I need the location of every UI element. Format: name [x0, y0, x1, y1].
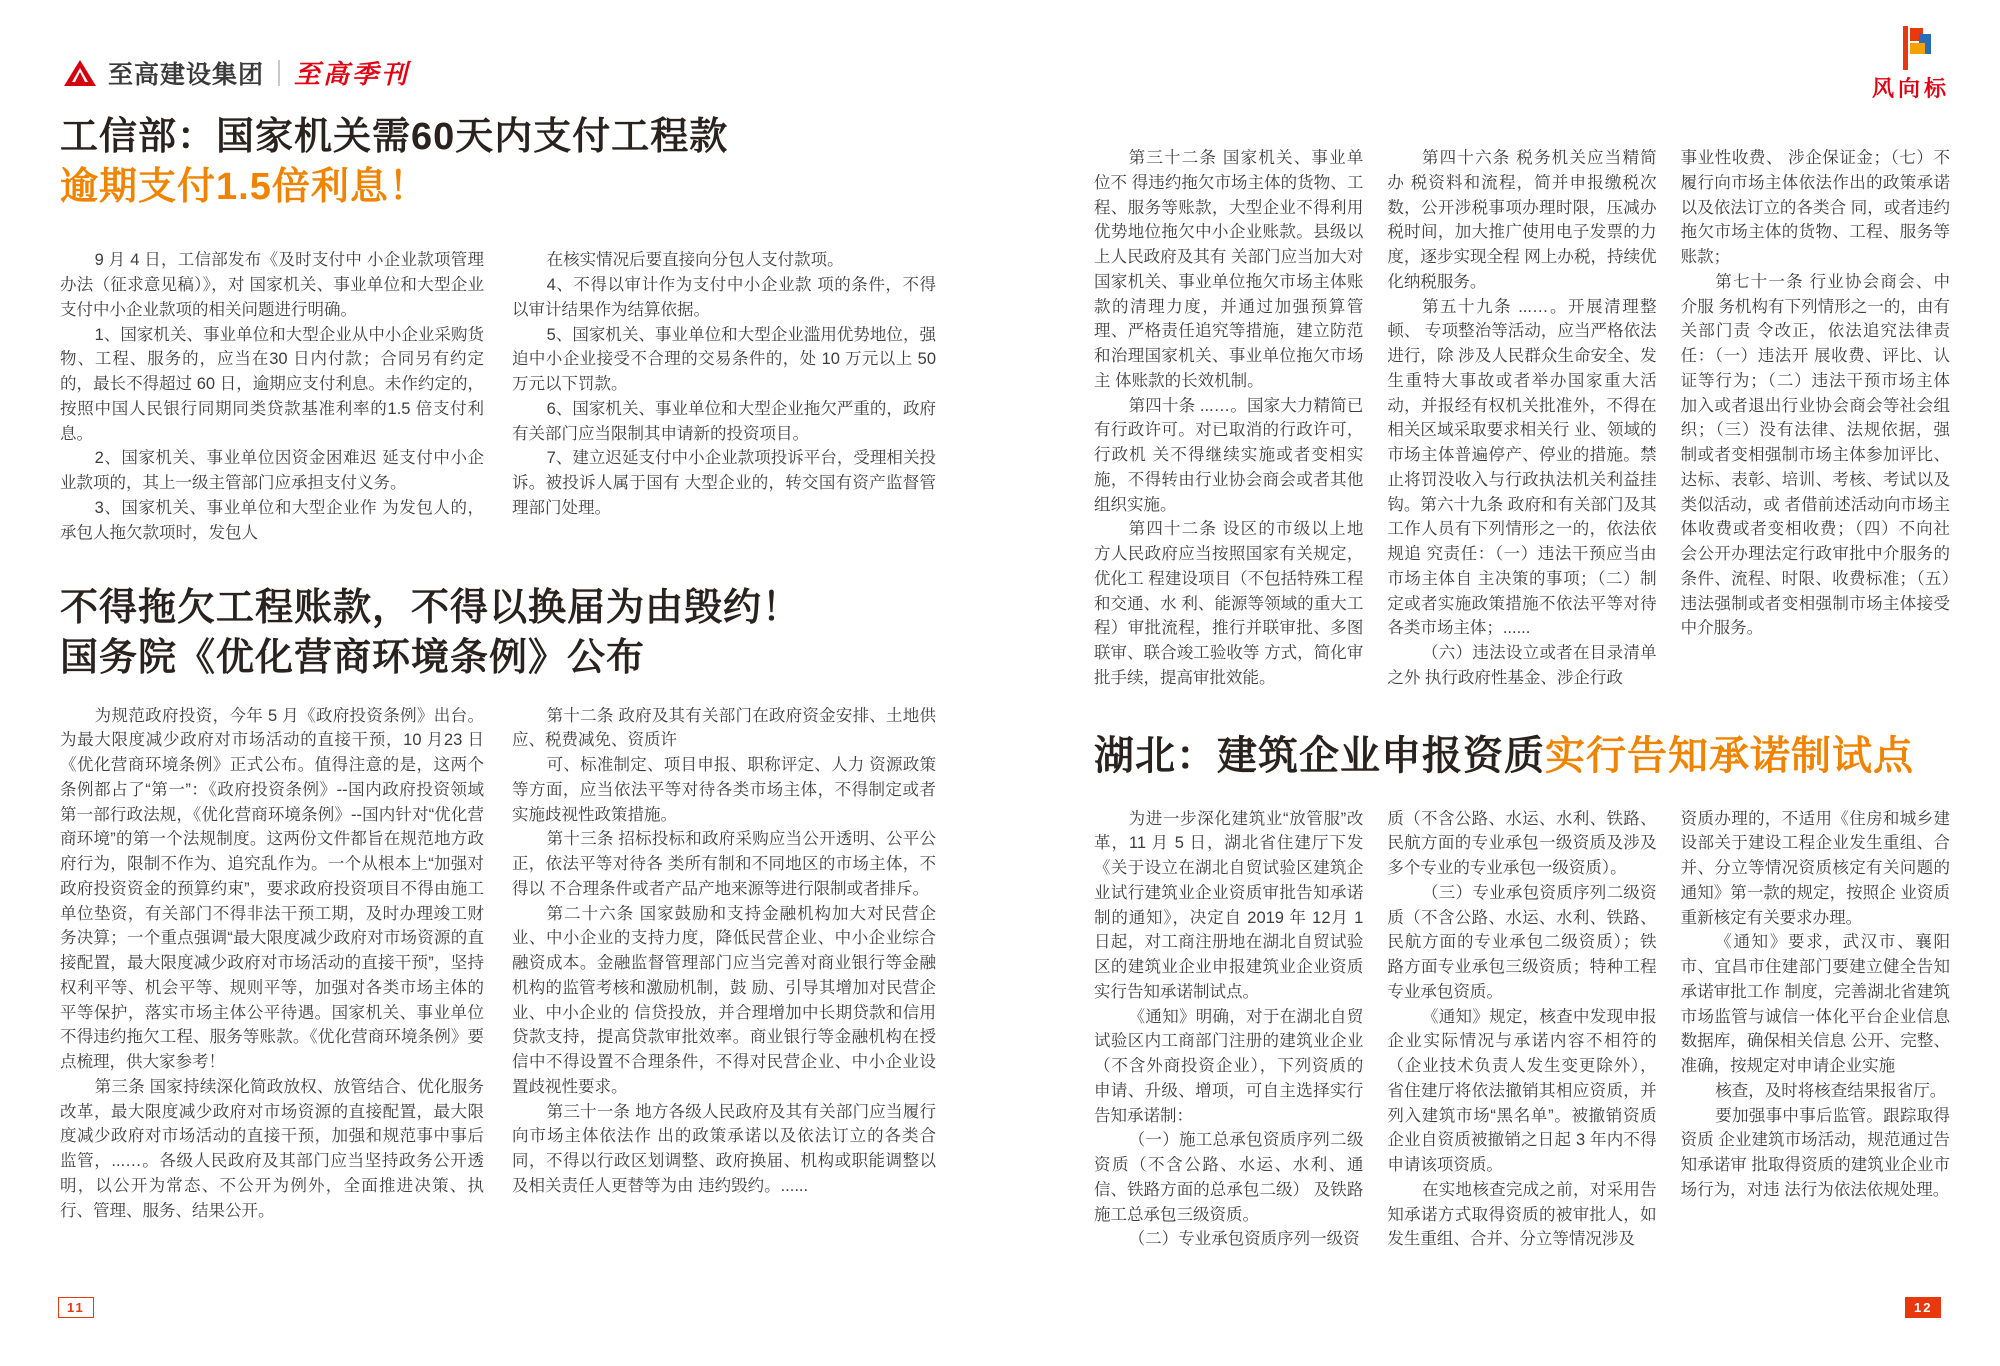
paragraph: 可、标准制定、项目申报、职称评定、人力 资源政策等方面，应当依法平等对待各类市场主体，不得制定或者实施歧视性政策措施。 [512, 756, 936, 824]
paragraph: 第三条 国家持续深化简政放权、放管结合、优化服务改革，最大限度减少政府对市场资源的直接配置，最大限度减少政府对市场活动的直接干预，加强和规范事中事后监管，...…。各级人民政府及其部门应当坚持政务公开透明，以公开为常态、不公开为例外，全面推进决策、执行、管理、服务、结果公开。 [60, 1077, 484, 1220]
paragraph: 1、国家机关、事业单位和大型企业从中小企业采购货物、工程、服务的，应当在30 日内付款；合同另有约定的，最长不得超过 60 日，逾期应支付利息。未作约定的，按照中国人民银行同期同类贷款基准利率的1.5 倍支付利息。 [60, 325, 484, 443]
paragraph: 第三十二条 国家机关、事业单位不 得违约拖欠市场主体的货物、工程、服务等账款，大型企业不得利用优势地位拖欠中小企业账款。县级以上人民政府及其有 关部门应当加大对国家机关、事业单位拖欠市场主体账款的清理力度，并通过加强预算管理、严格责任追究等措施，建立防范和治理国家机关、事业单位拖欠市场主 体账款的长效机制。 [1094, 149, 1364, 390]
paragraph: 为规范政府投资，今年 5 月《政府投资条例》出台。为最大限度减少政府对市场活动的直接干预，10 月23 日《优化营商环境条例》正式公布。值得注意的是，这两个条例都占了“第一”：《政府投资条例》--国内政府投资领域第一部行政法规，《优化营商环境条例》--国内针对“优化营商环境”的第一个法规制度。这两份文件都旨在规范地方政府行为，限制不作为、追究乱作为。一个从根本上“加强对政府投资资金的预算约束”，要求政府投资项目不得由施工单位垫资，有关部门不得非法干预工期，及时办理竣工财务决算；一个重点强调“最大限度减少政府对市场资源的直接配置，最大限度减少政府对市场活动的直接干预”，坚持权利平等、机会平等、规则平等，加强对各类市场主体的平等保护，落实市场主体公平待遇。国家机关、事业单位不得违约拖欠工程、服务等账款。《优化营商环境条例》要点梳理，供大家参考！ [60, 706, 484, 1072]
paragraph: 3、国家机关、事业单位和大型企业作 为发包人的，承包人拖欠款项时，发包人 [60, 498, 484, 542]
text-column [1681, 807, 1950, 1253]
article-continuation [1094, 146, 1950, 691]
paragraph: 第十三条 招标投标和政府采购应当公开透明、公平公正，依法平等对待各 类所有制和不同地区的市场主体，不得以 不合理条件或者产品产地来源等进行限制或者排斥。 [512, 830, 936, 898]
paragraph: 在实地核查完成之前，对采用告知承诺方式取得资质的被审批人，如发生重组、合并、分立等情况涉及 [1387, 1180, 1657, 1249]
article-title [1094, 731, 1950, 781]
text-column [512, 248, 936, 545]
publisher-name: 至高建设集团 [108, 60, 265, 89]
paragraph: 《通知》规定，核查中发现申报企业实际情况与承诺内容不相符的（企业技术负责人发生变更除外），省住建厅将依法撤销其相应资质，并列入建筑市场“黑名单”。被撤销资质企业自资质被撤销之日起 3 年内不得申请该项资质。 [1387, 1007, 1657, 1174]
section-badge [1868, 26, 1954, 103]
paragraph: 6、国家机关、事业单位和大型企业拖欠严重的，政府有关部门应当限制其申请新的投资项目。 [512, 399, 936, 443]
paragraph: 为进一步深化建筑业“放管服”改革，11 月 5 日，湖北省住建厅下发《关于设立在湖北自贸试验区建筑企业试行建筑业企业资质审批告知承诺制的通知》，决定自 2019 年 12月 1 日起，对工商注册地在湖北自贸试验区的建筑业企业申报建筑业企业资质实行告知承诺制试点。 [1094, 809, 1364, 1001]
paragraph: 7、建立迟延支付中小企业款项投诉平台，受理相关投诉。被投诉人属于国有 大型企业的，转交国有资产监督管理部门处理。 [512, 449, 936, 517]
article-payment-60days [60, 112, 936, 545]
paragraph: （二）专业承包资质序列一级资 [1128, 1230, 1360, 1249]
paragraph: 《通知》要求，武汉市、襄阳市、宜昌市住建部门要建立健全告知承诺审批工作 制度，完善湖北省建筑市场监管与诚信一体化平台企业信息数据库，确保相关信息 公开、完整、准确，按规定对申请企业实施 [1680, 933, 1950, 1075]
text-column [1681, 146, 1950, 691]
paragraph: 第七十一条 行业协会商会、中介服 务机构有下列情形之一的，由有关部门责 令改正，依法追究法律责任：（一）违法开 展收费、评比、认证等行为；（二）违法干预市场主体加入或者退出行业协会商会等社会组织；（三）没有法律、法规依据，强制或者变相强制市场主体参加评比、达标、表彰、培训、考核、考试以及类似活动，或 者借前述活动向市场主体收费或者变相收费；（四）不向社会公开办理法定行政审批中介服务的条件、流程、时限、收费标准；（五）违法强制或者变相强制市场主体接受中介服务。 [1680, 272, 1950, 638]
article-title-orange: 实行告知承诺制试点 [1545, 733, 1914, 778]
header-divider [278, 60, 280, 86]
zhigao-logo-icon [62, 58, 98, 88]
article-title-black: 湖北：建筑企业申报资质 [1094, 733, 1545, 778]
paragraph: 第四十二条 设区的市级以上地方人民政府应当按照国家有关规定，优化工 程建设项目（不包括特殊工程和交通、水 利、能源等领域的重大工程）审批流程，推行并联审批、多图联审、联合竣工验收等 方式，简化审批手续，提高审批效能。 [1094, 520, 1364, 687]
article-title [60, 583, 936, 683]
text-column [512, 704, 936, 1224]
publisher-brand [62, 54, 410, 91]
article-body [1094, 807, 1950, 1253]
paragraph: 第十二条 政府及其有关部门在政府资金安排、土地供应、税费减免、资质许 [512, 706, 936, 750]
page-number-left: 11 [58, 1297, 94, 1318]
paragraph: 4、不得以审计作为支付中小企业款 项的条件，不得以审计结果作为结算依据。 [512, 276, 936, 319]
text-column [1387, 807, 1656, 1253]
article-title-line2: 逾期支付1.5倍利息！ [60, 166, 428, 209]
paragraph: （三）专业承包资质序列二级资质（不含公路、水运、水利、铁路、 民航方面的专业承包二级资质）；铁路方面专业承包三级资质；特种工程专业承包资质。 [1387, 883, 1657, 1001]
left-page [60, 112, 936, 1223]
text-column [60, 704, 484, 1224]
paragraph: （一）施工总承包资质序列二级资质（不含公路、水运、水利、通信、铁路方面的总承包二级） 及铁路施工总承包三级资质。 [1094, 1131, 1364, 1224]
paragraph: 第四十条 ...…。国家大力精简已有行政许可。对已取消的行政许可，行政机 关不得继续实施或者变相实施，不得转由行业协会商会或者其他组织实施。 [1094, 396, 1364, 514]
paragraph: 《通知》明确，对于在湖北自贸试验区内工商部门注册的建筑业企业（不含外商投资企业），下列资质的申请、升级、增项，可自主选择实行告知承诺制： [1094, 1007, 1364, 1125]
article-title-line1: 不得拖欠工程账款，不得以换届为由毁约！ [60, 587, 802, 630]
text-column [1387, 146, 1656, 691]
paragraph: 要加强事中事后监管。跟踪取得资质 企业建筑市场活动，规范通过告知承诺审 批取得资质的建筑业企业市场行为，对违 法行为依法依规处理。 [1680, 1106, 1950, 1199]
paragraph: 事业性收费、 涉企保证金；（七）不履行向市场主体依法作出的政策承诺以及依法订立的各类合 同，或者违约拖欠市场主体的货物、工程、服务等账款； [1680, 149, 1950, 266]
article-body [60, 704, 936, 1224]
article-body [60, 248, 936, 545]
section-label: 风向标 [1871, 76, 1950, 101]
paragraph: 第四十六条 税务机关应当精简办 税资料和流程，简并申报缴税次数，公开涉税事项办理时限，压减办税时间，加大推广使用电子发票的力度，逐步实现全程 网上办税，持续优化纳税服务。 [1387, 149, 1657, 291]
paragraph: 5、国家机关、事业单位和大型企业滥用优势地位，强迫中小企业接受不合理的交易条件的，处 10 万元以上 50 万元以下罚款。 [512, 325, 936, 394]
paragraph: 质（不含公路、水运、水利、铁路、民航方面的专业承包一级资质及涉及多个专业的专业承包一级资质）。 [1387, 809, 1657, 877]
article-title-line1: 工信部：国家机关需60天内支付工程款 [60, 116, 729, 158]
text-column [1094, 146, 1363, 691]
paragraph: 在核实情况后要直接向分包人支付款项。 [546, 251, 844, 270]
right-page [1094, 146, 1950, 1252]
windvane-orange-block [1910, 43, 1925, 54]
text-column [1094, 807, 1363, 1253]
paragraph: 第二十六条 国家鼓励和支持金融机构加大对民营企业、中小企业的支持力度，降低民营企业、中小企业综合融资成本。金融监督管理部门应当完善对商业银行等金融机构的监管考核和激励机制，鼓 励、引导其增加对民营企业、中小企业的 信贷投放，并合理增加中长期贷款和信用贷款支持，提高贷款审批效率。商业银行等金融机构在授信中不得设置不合理条件，不得对民营企业、中小企业设置歧视性要求。 [512, 904, 936, 1096]
article-title-line2: 国务院《优化营商环境条例》公布 [60, 637, 646, 680]
article-hubei-qualification [1094, 731, 1950, 1253]
paragraph: （六）违法设立或者在目录清单之外 执行政府性基金、涉企行政 [1387, 644, 1657, 687]
paragraph: 第三十一条 地方各级人民政府及其有关部门应当履行向市场主体依法作 出的政策承诺以及依法订立的各类合同，不得以行政区划调整、政府换届、机构或职能调整以及相关责任人更替等为由 违约毁约。...... [512, 1102, 936, 1195]
windvane-icon [1889, 26, 1933, 70]
paragraph: 核查，及时将核查结果报省厅。 [1715, 1081, 1947, 1100]
journal-name: 至高季刊 [294, 59, 411, 89]
article-title [60, 112, 936, 212]
paragraph: 第五十九条 ...…。开展清理整顿、 专项整治等活动，应当严格依法进行，除 涉及人民群众生命安全、发生重特大事故或者举办国家重大活动，并报经有权机关批准外，不得在相关区域采取要求相关行 业、领域的市场主体普遍停产、停业的措施。禁止将罚没收入与行政执法机关利益挂钩。第六十九条 政府和有关部门及其工作人员有下列情形之一的，依法依规追 究责任：（一）违法干预应当由市场主体自 主决策的事项；（二）制定或者实施政策措施不依法平等对待各类市场主体；...... [1387, 297, 1657, 638]
paragraph: 9 月 4 日，工信部发布《及时支付中 小企业款项管理办法（征求意见稿）》，对 国家机关、事业单位和大型企业支付中小企业款项的相关问题进行明确。 [60, 251, 484, 319]
article-business-environment [60, 583, 936, 1223]
article-body [1094, 146, 1950, 691]
paragraph: 2、国家机关、事业单位因资金困难迟 延支付中小企业款项的，其上一级主管部门应承担支付义务。 [60, 449, 484, 493]
paragraph: 资质办理的，不适用《住房和城乡建设部关于建设工程企业发生重组、合并、分立等情况资质核定有关问题的通知》第一款的规定，按照企 业资质重新核定有关要求办理。 [1680, 809, 1950, 927]
text-column [60, 248, 484, 545]
windvane-pole [1903, 26, 1908, 70]
page-number-right: 12 [1905, 1297, 1941, 1318]
